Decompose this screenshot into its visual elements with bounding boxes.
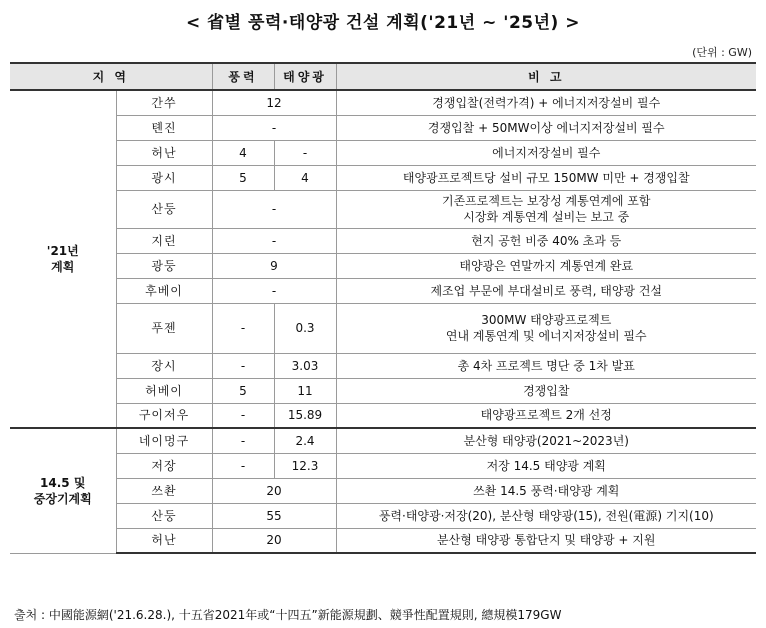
note-line1: 현지 공헌 비중 40% 초과 등 <box>471 233 622 248</box>
solar-cell: 4 <box>274 165 336 190</box>
wind-cell: - <box>212 453 274 478</box>
wind-cell: 5 <box>212 165 274 190</box>
wind-cell: 4 <box>212 140 274 165</box>
group-label-line2: 중장기계획 <box>33 491 92 506</box>
note-cell <box>336 478 756 503</box>
solar-cell: 3.03 <box>274 353 336 378</box>
solar-cell: - <box>274 140 336 165</box>
header-solar: 태양광 <box>274 63 336 90</box>
note-cell <box>336 140 756 165</box>
table-row <box>10 478 756 503</box>
source-note: 출처 : 中國能源網('21.6.28.), 十五省2021年或“十四五”新能源規劃、競爭性配置規則, 總規模179GW <box>14 608 562 622</box>
note-cell <box>336 353 756 378</box>
table-row <box>10 253 756 278</box>
table-header-row <box>10 63 756 90</box>
note-cell <box>336 303 756 353</box>
wind-cell: - <box>212 303 274 353</box>
unit-label: (단위 : GW) <box>692 46 752 59</box>
region-cell: 허난 <box>116 528 212 553</box>
wind-cell: - <box>212 353 274 378</box>
region-cell: 지린 <box>116 228 212 253</box>
table-row <box>10 428 756 453</box>
note-line1: 분산형 태양광 통합단지 및 태양광 + 지원 <box>437 533 656 548</box>
capacity-merged-cell: 20 <box>212 478 336 503</box>
note-line1: 태양광프로젝트 2개 선정 <box>480 408 612 423</box>
note-line1: 제조업 부문에 부대설비로 풍력, 태양광 건설 <box>430 283 663 298</box>
table-row <box>10 190 756 228</box>
group-label <box>10 90 116 428</box>
table-row <box>10 503 756 528</box>
capacity-merged-cell: - <box>212 228 336 253</box>
region-cell: 쓰촨 <box>116 478 212 503</box>
region-cell: 푸젠 <box>116 303 212 353</box>
note-cell <box>336 428 756 453</box>
table-row <box>10 378 756 403</box>
table-row <box>10 115 756 140</box>
region-cell: 구이저우 <box>116 403 212 428</box>
note-cell <box>336 403 756 428</box>
table-row <box>10 453 756 478</box>
table-row <box>10 90 756 115</box>
solar-cell: 0.3 <box>274 303 336 353</box>
table-row <box>10 165 756 190</box>
region-cell: 저장 <box>116 453 212 478</box>
page-title: < 省별 풍력·태양광 건설 계획('21년 ~ '25년) > <box>186 13 580 33</box>
note-cell <box>336 503 756 528</box>
region-cell: 허베이 <box>116 378 212 403</box>
region-cell: 장시 <box>116 353 212 378</box>
capacity-merged-cell: 9 <box>212 253 336 278</box>
note-cell <box>336 278 756 303</box>
solar-cell: 11 <box>274 378 336 403</box>
capacity-merged-cell: - <box>212 115 336 140</box>
region-cell: 광시 <box>116 165 212 190</box>
table-row <box>10 278 756 303</box>
region-cell: 톈진 <box>116 115 212 140</box>
note-cell <box>336 453 756 478</box>
wind-cell: 5 <box>212 378 274 403</box>
note-line1: 300MW 태양광프로젝트 <box>481 313 612 327</box>
table-row <box>10 528 756 553</box>
table-row <box>10 353 756 378</box>
solar-cell: 2.4 <box>274 428 336 453</box>
capacity-merged-cell: 55 <box>212 503 336 528</box>
note-cell <box>336 190 756 228</box>
note-line1: 경쟁입찰 <box>523 383 570 398</box>
group-label-line1: '21년 <box>46 244 79 258</box>
note-line1: 에너지저장설비 필수 <box>492 145 601 160</box>
solar-cell: 15.89 <box>274 403 336 428</box>
table-row <box>10 403 756 428</box>
region-cell: 네이멍구 <box>116 428 212 453</box>
capacity-merged-cell: - <box>212 190 336 228</box>
header-note: 비 고 <box>336 63 756 90</box>
group-label-line2: 계획 <box>51 260 75 274</box>
note-cell <box>336 378 756 403</box>
note-line1: 태양광프로젝트당 설비 규모 150MW 미만 + 경쟁입찰 <box>402 170 690 185</box>
region-cell: 광둥 <box>116 253 212 278</box>
header-region: 지 역 <box>10 63 212 90</box>
note-line1: 풍력·태양광·저장(20), 분산형 태양광(15), 전원(電源) 기지(10) <box>378 508 714 523</box>
note-line1: 기존프로젝트는 보장성 계통연계에 포함 <box>441 194 651 208</box>
solar-cell: 12.3 <box>274 453 336 478</box>
note-line1: 경쟁입찰 + 50MW이상 에너지저장설비 필수 <box>427 120 665 135</box>
note-line2: 시장화 계통연계 설비는 보고 중 <box>463 210 630 224</box>
group-label <box>10 428 116 553</box>
note-cell <box>336 528 756 553</box>
note-line1: 쓰촨 14.5 풍력·태양광 계획 <box>473 483 620 498</box>
note-line1: 저장 14.5 태양광 계획 <box>486 458 606 473</box>
region-cell: 산둥 <box>116 190 212 228</box>
table-row <box>10 140 756 165</box>
capacity-merged-cell: 20 <box>212 528 336 553</box>
region-cell: 허난 <box>116 140 212 165</box>
note-line2: 연내 계통연계 및 에너지저장설비 필수 <box>445 329 647 343</box>
group-label-line1: 14.5 및 <box>40 475 86 490</box>
note-line1: 경쟁입찰(전력가격) + 에너지저장설비 필수 <box>432 95 661 110</box>
capacity-merged-cell: 12 <box>212 90 336 115</box>
note-line1: 분산형 태양광(2021~2023년) <box>463 433 629 448</box>
header-wind: 풍력 <box>212 63 274 90</box>
note-cell <box>336 90 756 115</box>
region-cell: 산둥 <box>116 503 212 528</box>
note-cell <box>336 165 756 190</box>
wind-cell: - <box>212 403 274 428</box>
plan-table <box>10 62 756 554</box>
note-line1: 태양광은 연말까지 계통연계 완료 <box>459 258 634 273</box>
table-row <box>10 303 756 353</box>
wind-cell: - <box>212 428 274 453</box>
region-cell: 후베이 <box>116 278 212 303</box>
note-cell <box>336 228 756 253</box>
note-cell <box>336 115 756 140</box>
region-cell: 간쑤 <box>116 90 212 115</box>
note-cell <box>336 253 756 278</box>
table-row <box>10 228 756 253</box>
note-line1: 총 4차 프로젝트 명단 중 1차 발표 <box>457 358 635 373</box>
capacity-merged-cell: - <box>212 278 336 303</box>
